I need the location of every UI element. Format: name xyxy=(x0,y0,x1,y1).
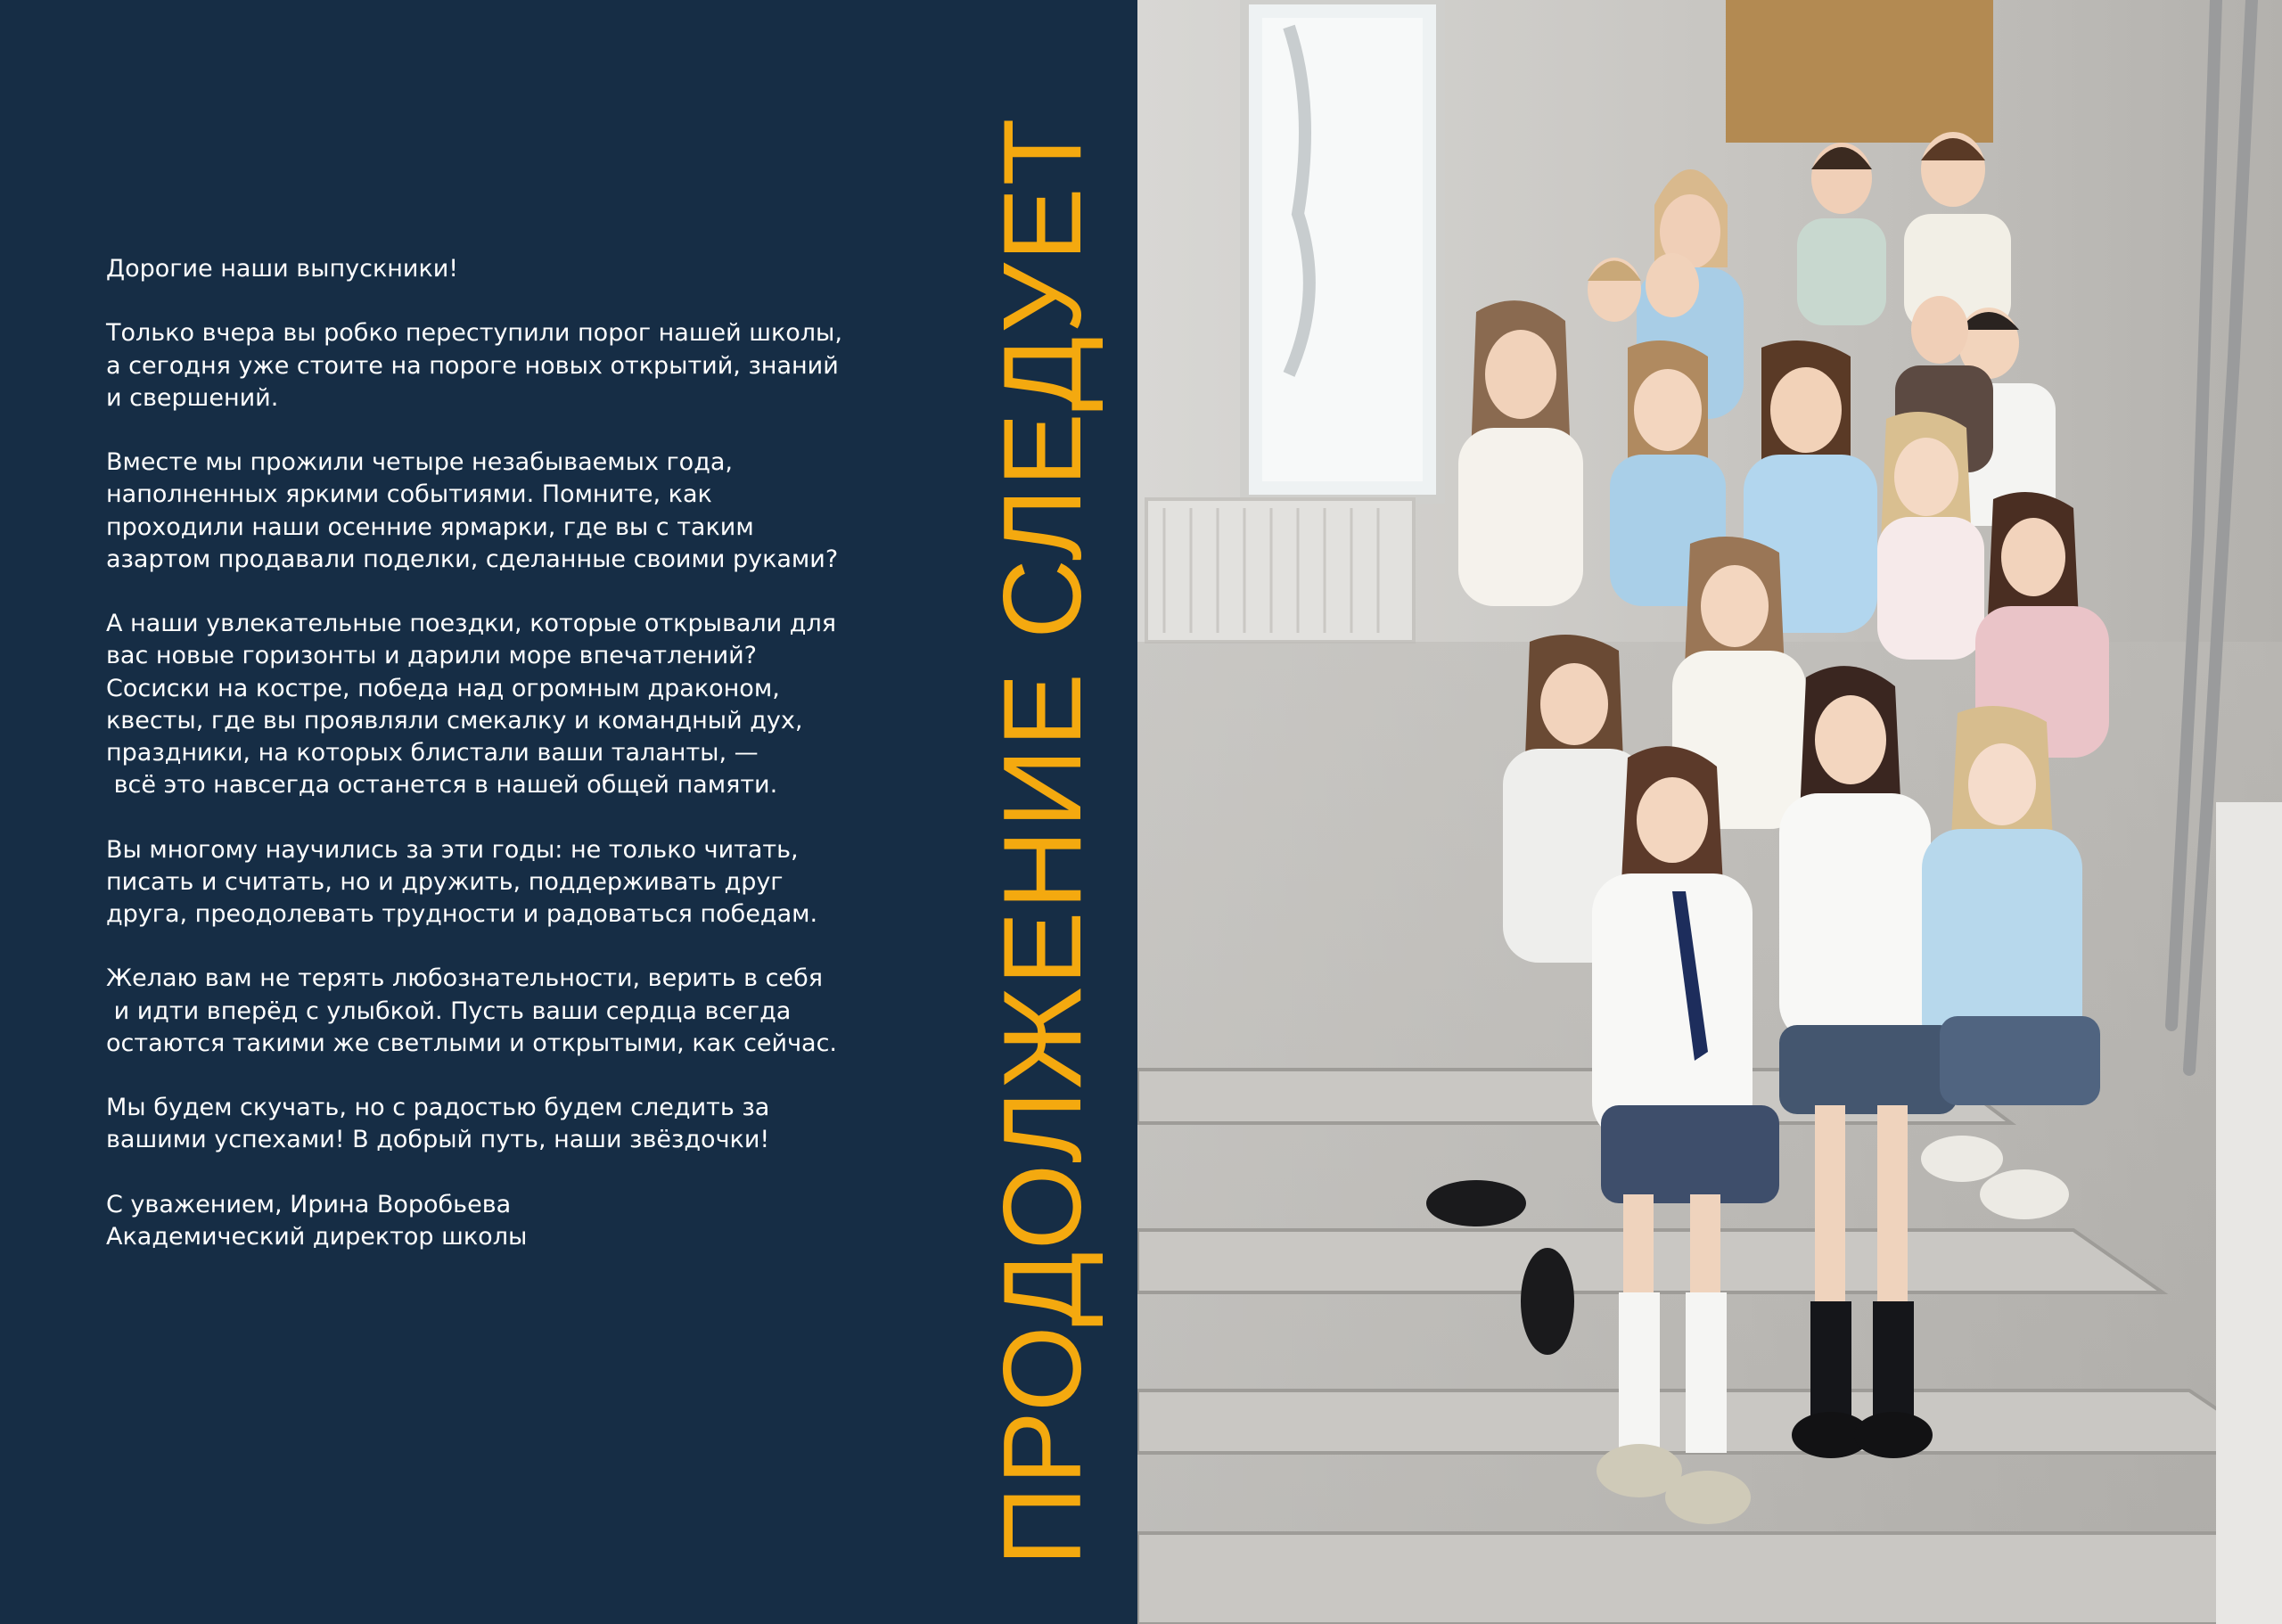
letter-line: друга, преодолевать трудности и радоваться победам. xyxy=(106,900,818,928)
letter-line: вас новые горизонты и дарили море впечатлений? xyxy=(106,642,758,670)
letter-line: Мы будем скучать, но с радостью будем следить за xyxy=(106,1094,770,1122)
letter-paragraph-5 xyxy=(106,963,962,1060)
letter-signature xyxy=(106,1189,962,1253)
class-group-photo xyxy=(1137,0,2282,1624)
letter-line: А наши увлекательные поездки, которые открывали для xyxy=(106,610,836,638)
letter-paragraph-4 xyxy=(106,834,962,931)
letter-greeting xyxy=(106,253,962,285)
group-photo-illustration xyxy=(1137,0,2282,1624)
letter-paragraph-2 xyxy=(106,447,962,576)
letter-line: проходили наши осенние ярмарки, где вы с таким xyxy=(106,513,754,541)
letter-line: наполненных яркими событиями. Помните, как xyxy=(106,480,712,509)
vertical-title: ПРОДОЛЖЕНИЕ СЛЕДУЕТ xyxy=(981,116,1104,1566)
letter-line: Желаю вам не терять любознательности, верить в себя xyxy=(106,964,823,993)
signature-role: Академический директор школы xyxy=(106,1222,528,1251)
letter-line: писать и считать, но и дружить, поддерживать друг xyxy=(106,867,784,896)
letter-text xyxy=(106,253,962,1285)
letter-line: Вы многому научились за эти годы: не только читать, xyxy=(106,835,799,864)
letter-paragraph-3 xyxy=(106,608,962,801)
letter-line: Вместе мы прожили четыре незабываемых года, xyxy=(106,448,734,477)
letter-paragraph-6 xyxy=(106,1092,962,1156)
letter-line: квесты, где вы проявляли смекалку и командный дух, xyxy=(106,706,803,734)
signature-name: С уважением, Ирина Воробьева xyxy=(106,1190,512,1218)
letter-paragraph-1 xyxy=(106,317,962,414)
letter-line: праздники, на которых блистали ваши таланты, — xyxy=(106,739,759,767)
letter-line: вашими успехами! В добрый путь, наши звёздочки! xyxy=(106,1126,770,1154)
letter-line: азартом продавали поделки, сделанные своими руками? xyxy=(106,545,839,573)
letter-line: и свершений. xyxy=(106,383,279,412)
letter-line: и идти вперёд с улыбкой. Пусть ваши сердца всегда xyxy=(106,997,792,1025)
greeting-line: Дорогие наши выпускники! xyxy=(106,255,459,283)
letter-panel xyxy=(0,0,1137,1624)
letter-line: а сегодня уже стоите на пороге новых открытий, знаний xyxy=(106,351,839,380)
letter-line: Только вчера вы робко переступили порог нашей школы, xyxy=(106,319,842,348)
letter-line: Сосиски на костре, победа над огромным драконом, xyxy=(106,674,780,702)
letter-line: всё это навсегда останется в нашей общей памяти. xyxy=(106,771,778,800)
letter-line: остаются такими же светлыми и открытыми, как сейчас. xyxy=(106,1029,838,1057)
